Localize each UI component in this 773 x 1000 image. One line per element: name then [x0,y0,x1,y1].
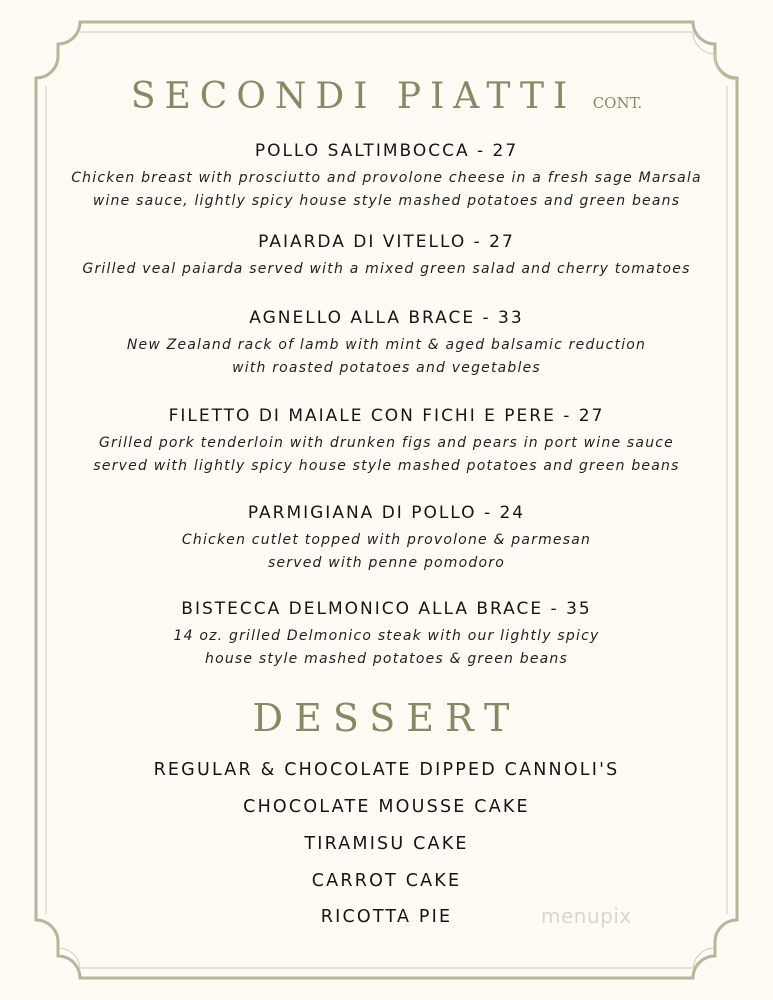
menupix-watermark: menupix [541,904,632,928]
description-line: Chicken breast with prosciutto and provolone cheese in a fresh sage Marsala [71,170,702,186]
description-line: New Zealand rack of lamb with mint & aged balsamic reduction [126,337,647,353]
menu-item-description [20,167,753,213]
section-title-dessert: DESSERT [252,696,521,740]
dessert-item: CARROT CAKE [311,871,462,891]
dessert-item: TIRAMISU CAKE [304,834,469,854]
section-title-text: SECONDI PIATTI [130,76,577,117]
description-line: served with lightly spicy house style mashed potatoes and green beans [93,458,680,474]
section-title-suffix: CONT. [592,94,643,112]
description-line: 14 oz. grilled Delmonico steak with our lightly spicy [173,628,600,644]
description-line: Chicken cutlet topped with provolone & parmesan [181,532,592,548]
section-title-secondi-piatti [0,76,773,117]
menu-item [20,230,753,281]
description-line: wine sauce, lightly spicy house style mashed potatoes and green beans [92,193,681,209]
description-line: served with penne pomodoro [268,555,505,571]
menu-item-description [20,529,753,575]
menu-item-name: BISTECCA DELMONICO ALLA BRACE - 35 [181,599,592,619]
menu-item [20,404,753,478]
menu-item [20,139,753,213]
dessert-item: RICOTTA PIE [320,907,453,927]
description-line: with roasted potatoes and vegetables [232,360,541,376]
menu-item-name: PARMIGIANA DI POLLO - 24 [247,503,526,523]
menu-item-name: PAIARDA DI VITELLO - 27 [258,232,515,252]
menu-item [20,306,753,380]
menu-item [20,597,753,671]
menu-item-description [20,432,753,478]
dessert-item: REGULAR & CHOCOLATE DIPPED CANNOLI'S [153,760,620,780]
menu-item-name: POLLO SALTIMBOCCA - 27 [254,141,519,161]
menu-item-description [20,334,753,380]
description-line: house style mashed potatoes & green beans [205,651,568,667]
menu-item-name: AGNELLO ALLA BRACE - 33 [249,308,524,328]
description-line: Grilled pork tenderloin with drunken figs and pears in port wine sauce [99,435,674,451]
menu-item-name: FILETTO DI MAIALE CON FICHI E PERE - 27 [168,406,605,426]
menu-item-description [20,625,753,671]
menu-item [20,501,753,575]
dessert-item: CHOCOLATE MOUSSE CAKE [243,797,530,817]
menu-item-description [20,258,753,281]
description-line: Grilled veal paiarda served with a mixed green salad and cherry tomatoes [82,261,691,277]
